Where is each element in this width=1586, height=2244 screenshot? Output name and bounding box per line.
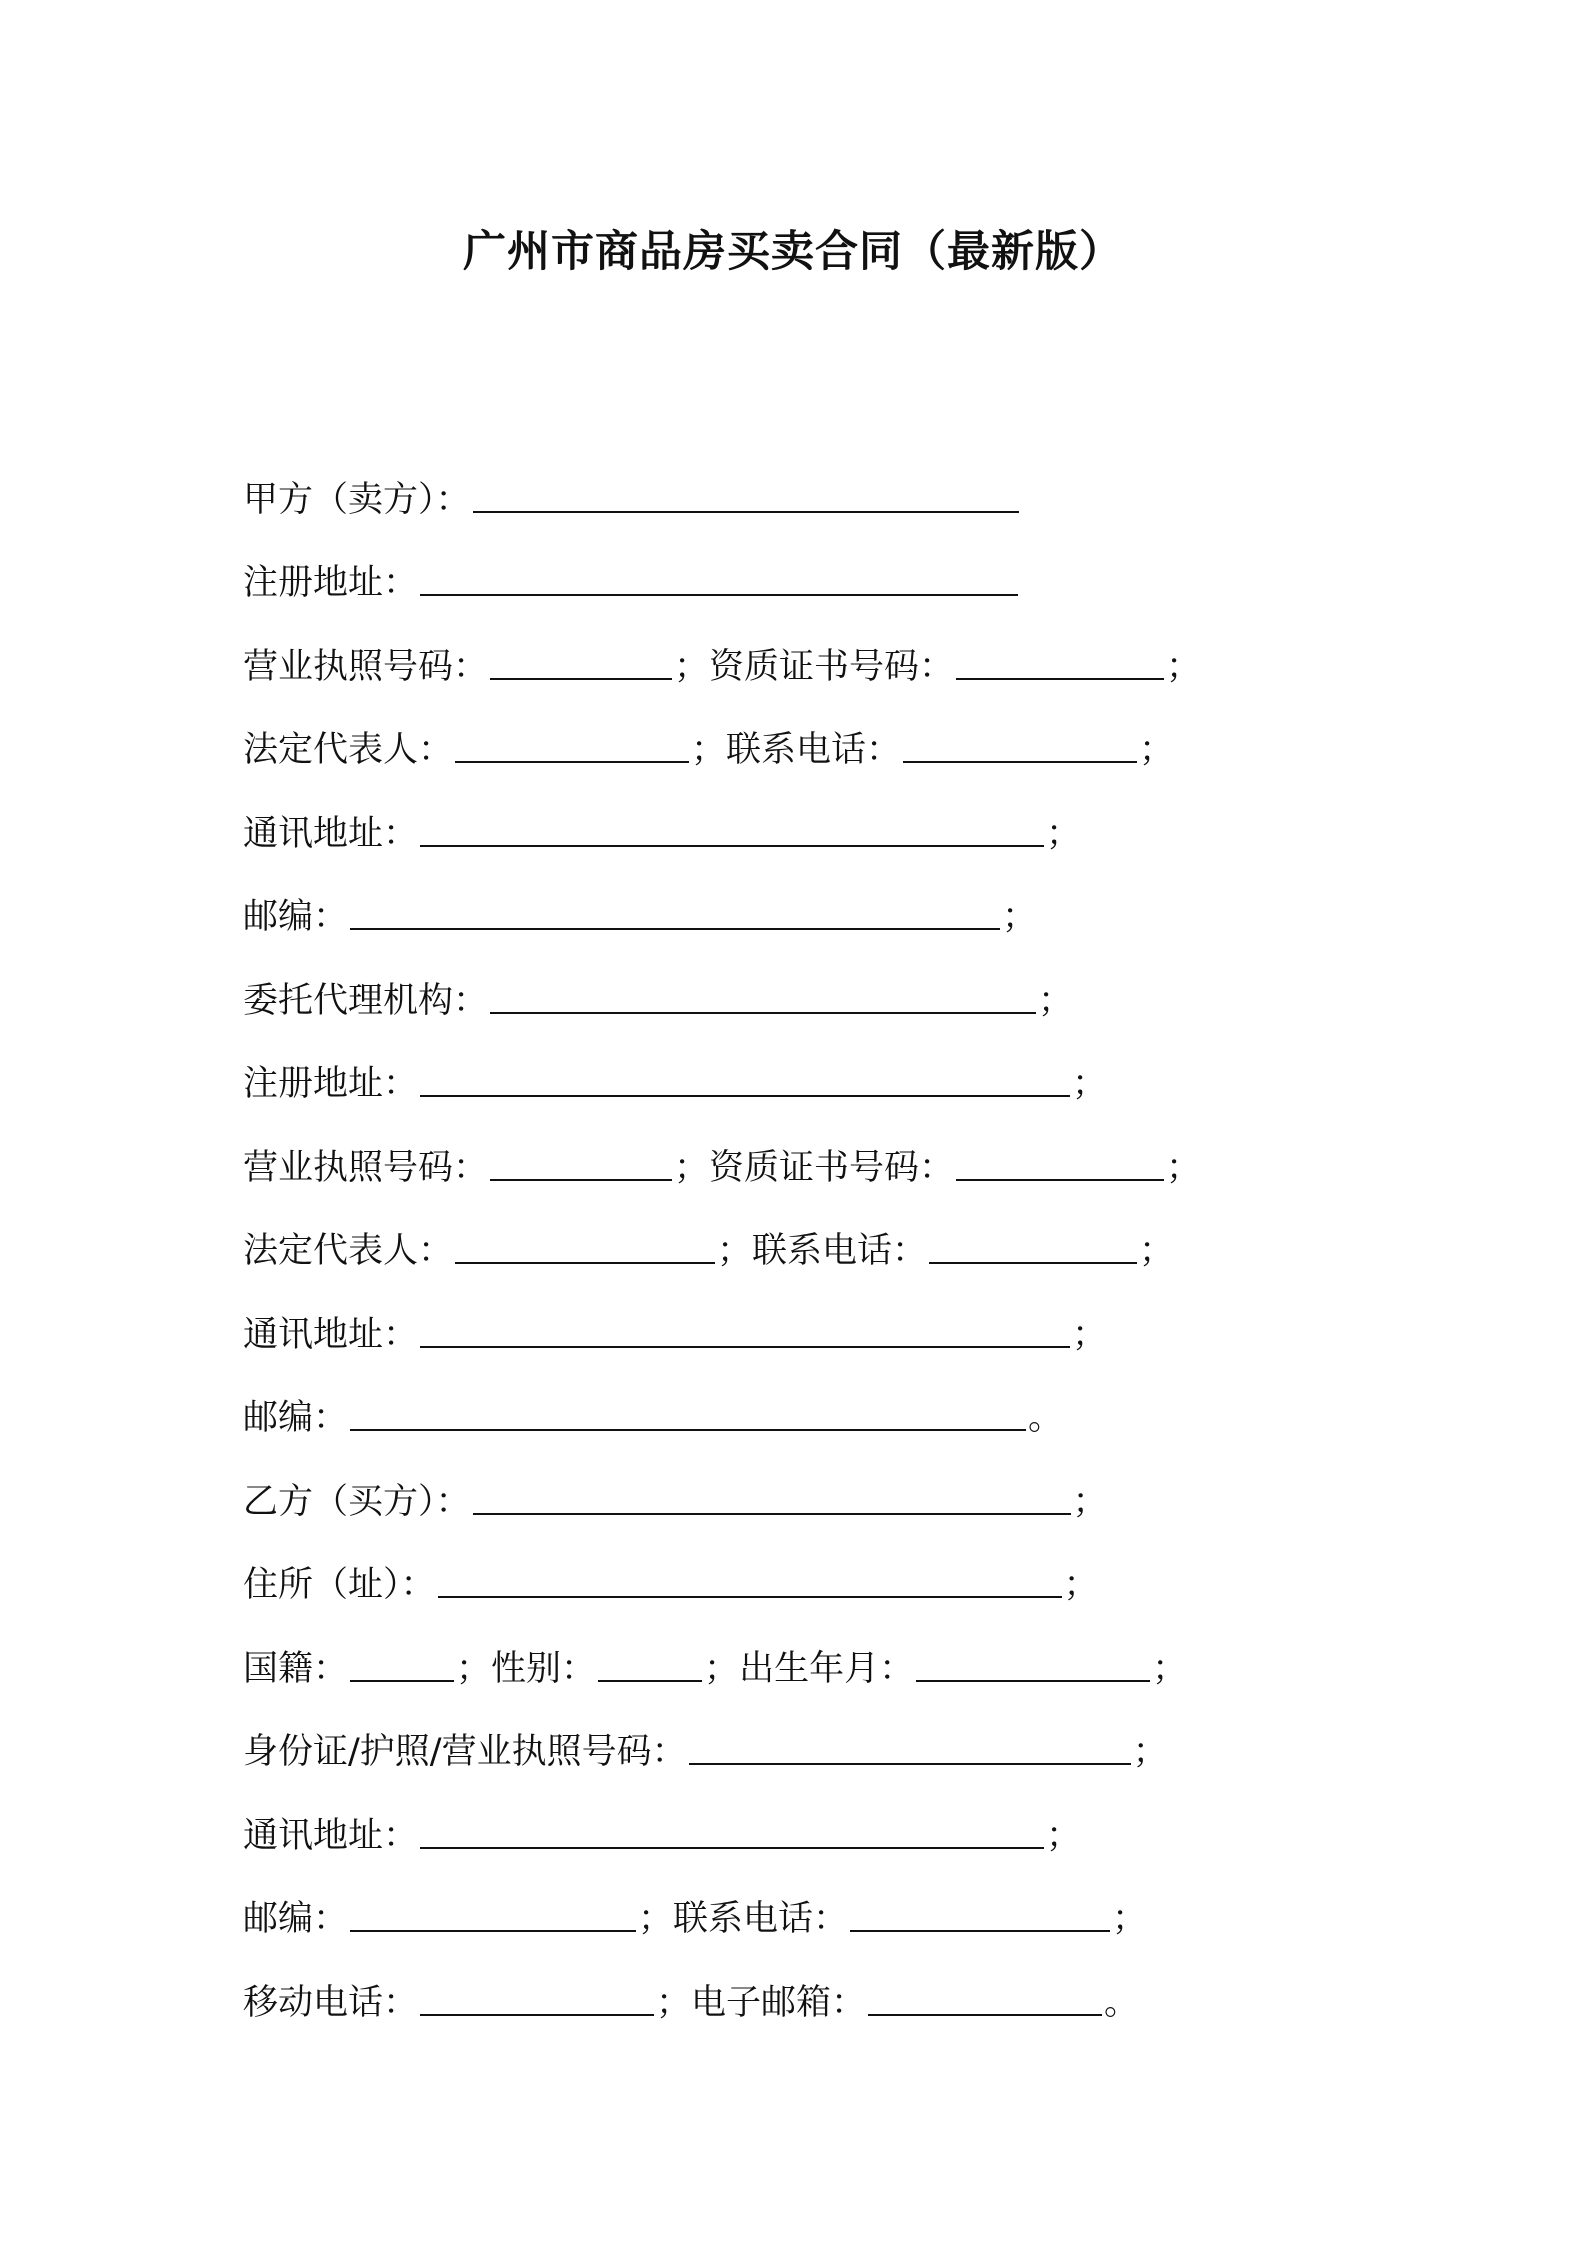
form-row [243, 1958, 1403, 2042]
form-row [243, 1541, 1403, 1625]
field-label: 甲方（卖方）： [243, 479, 471, 520]
punctuation: ； [1139, 1231, 1175, 1272]
punctuation: ； [1072, 1314, 1108, 1355]
form-row [243, 1708, 1403, 1792]
form-row [243, 1207, 1403, 1291]
punctuation: ； [1166, 1147, 1202, 1188]
field-label: 联系电话： [752, 1231, 928, 1272]
fill-in-blank[interactable] [903, 731, 1137, 763]
fill-in-blank[interactable] [473, 481, 1019, 513]
field-label: 住所（址）： [243, 1565, 436, 1606]
fill-in-blank[interactable] [868, 1984, 1102, 2016]
form-row [243, 706, 1403, 790]
form-row [243, 1457, 1403, 1541]
form-row [243, 539, 1403, 623]
fill-in-blank[interactable] [350, 1399, 1026, 1431]
fill-in-blank[interactable] [420, 1065, 1070, 1097]
form-row [243, 956, 1403, 1040]
field-label: 委托代理机构： [243, 980, 489, 1021]
field-label: 联系电话： [726, 730, 902, 771]
form-row [243, 1374, 1403, 1458]
fill-in-blank[interactable] [956, 648, 1164, 680]
field-label: 出生年月： [739, 1648, 915, 1689]
punctuation: ； [656, 1982, 692, 2023]
fill-in-blank[interactable] [956, 1149, 1164, 1181]
fill-in-blank[interactable] [420, 1316, 1070, 1348]
field-label: 营业执照号码： [243, 1147, 489, 1188]
field-label: 通讯地址： [243, 1314, 419, 1355]
form-row [243, 1290, 1403, 1374]
punctuation: ； [1132, 1732, 1168, 1773]
punctuation: ； [1139, 730, 1175, 771]
contract-party-form [243, 455, 1403, 2042]
punctuation: ； [691, 730, 727, 771]
form-row [243, 622, 1403, 706]
fill-in-blank[interactable] [473, 1483, 1071, 1515]
field-label: 资质证书号码： [709, 1147, 955, 1188]
field-label: 邮编： [243, 897, 349, 938]
field-label: 注册地址： [243, 1064, 419, 1105]
form-row [243, 1791, 1403, 1875]
form-row [243, 873, 1403, 957]
fill-in-blank[interactable] [689, 1733, 1131, 1765]
punctuation: ； [674, 1147, 710, 1188]
field-label: 电子邮箱： [691, 1982, 867, 2023]
form-row [243, 1123, 1403, 1207]
field-label: 营业执照号码： [243, 646, 489, 687]
fill-in-blank[interactable] [455, 731, 689, 763]
fill-in-blank[interactable] [420, 1984, 654, 2016]
fill-in-blank[interactable] [350, 1900, 636, 1932]
punctuation: ； [1072, 1481, 1108, 1522]
punctuation: ； [456, 1648, 492, 1689]
punctuation: 。 [1104, 1982, 1140, 2023]
field-label: 资质证书号码： [709, 646, 955, 687]
punctuation: ； [1072, 1064, 1108, 1105]
punctuation: ； [717, 1231, 753, 1272]
document-title: 广州市商品房买卖合同（最新版） [463, 227, 1123, 277]
field-label: 邮编： [243, 1398, 349, 1439]
fill-in-blank[interactable] [420, 815, 1044, 847]
punctuation: 。 [1028, 1398, 1064, 1439]
fill-in-blank[interactable] [420, 1817, 1044, 1849]
fill-in-blank[interactable] [420, 564, 1018, 596]
field-label: 身份证/护照/营业执照号码： [243, 1732, 687, 1773]
punctuation: ； [638, 1899, 674, 1940]
field-label: 注册地址： [243, 563, 419, 604]
fill-in-blank[interactable] [598, 1650, 702, 1682]
field-label: 联系电话： [673, 1899, 849, 1940]
fill-in-blank[interactable] [438, 1566, 1062, 1598]
fill-in-blank[interactable] [350, 1650, 454, 1682]
punctuation: ； [674, 646, 710, 687]
field-label: 法定代表人： [243, 730, 454, 771]
fill-in-blank[interactable] [850, 1900, 1110, 1932]
punctuation: ； [1046, 813, 1082, 854]
form-row [243, 1875, 1403, 1959]
field-label: 移动电话： [243, 1982, 419, 2023]
field-label: 乙方（买方）： [243, 1481, 471, 1522]
punctuation: ； [1166, 646, 1202, 687]
fill-in-blank[interactable] [916, 1650, 1150, 1682]
field-label: 通讯地址： [243, 813, 419, 854]
fill-in-blank[interactable] [929, 1232, 1137, 1264]
form-row [243, 1040, 1403, 1124]
form-row [243, 1624, 1403, 1708]
form-row [243, 455, 1403, 539]
fill-in-blank[interactable] [455, 1232, 715, 1264]
fill-in-blank[interactable] [490, 1149, 672, 1181]
field-label: 通讯地址： [243, 1815, 419, 1856]
punctuation: ； [1152, 1648, 1188, 1689]
fill-in-blank[interactable] [490, 648, 672, 680]
punctuation: ； [704, 1648, 740, 1689]
field-label: 邮编： [243, 1899, 349, 1940]
field-label: 国籍： [243, 1648, 349, 1689]
fill-in-blank[interactable] [350, 898, 1000, 930]
punctuation: ； [1038, 980, 1074, 1021]
punctuation: ； [1002, 897, 1038, 938]
form-row [243, 789, 1403, 873]
punctuation: ； [1112, 1899, 1148, 1940]
punctuation: ； [1063, 1565, 1099, 1606]
field-label: 法定代表人： [243, 1231, 454, 1272]
field-label: 性别： [491, 1648, 597, 1689]
fill-in-blank[interactable] [490, 982, 1036, 1014]
punctuation: ； [1046, 1815, 1082, 1856]
